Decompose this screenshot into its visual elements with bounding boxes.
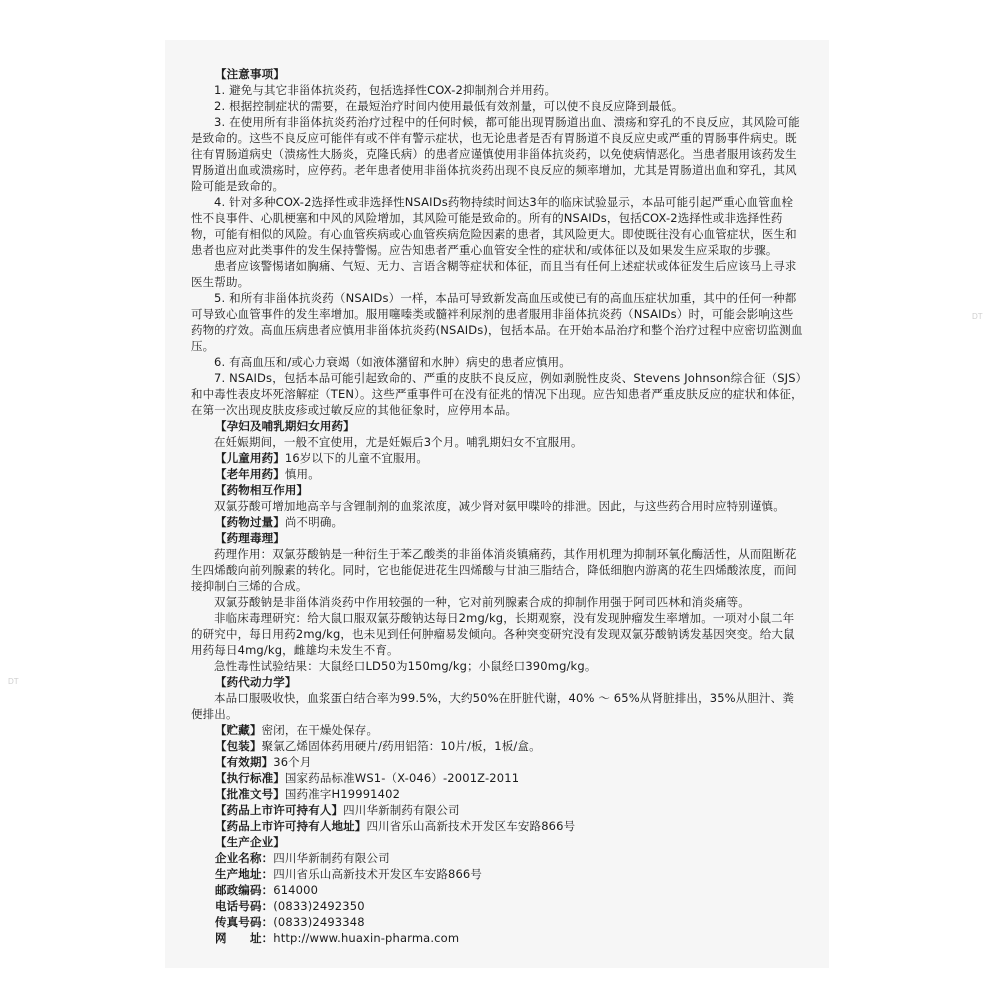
overdose-text: 尚不明确。 — [284, 515, 344, 529]
pharmacokinetics-text: 本品口服吸收快，血浆蛋白结合率为99.5%，大约50%在肝脏代谢，40% ～ 65%从肾脏排出，35%从胆汁、粪便排出。 — [191, 691, 794, 721]
toxicology-paragraph: 药理作用：双氯芬酸钠是一种衍生于苯乙酸类的非甾体消炎镇痛药，其作用机理为抑制环氧化酶活性，从而阻断花生四烯酸向前列腺素的转化。同时，它也能促进花生四烯酸与甘油三脂结合，降低细胞内游离的花生四烯酸浓度，而间接抑制白三烯的合成。 — [191, 547, 797, 593]
holder-address-text: 四川省乐山高新技术开发区车安路866号 — [366, 819, 576, 833]
note-paragraph: 6. 有高血压和/或心力衰竭（如液体潴留和水肿）病史的患者应慎用。 — [214, 355, 571, 369]
elderly-text: 慎用。 — [284, 467, 320, 481]
children-heading: 【儿童用药】 — [215, 451, 285, 465]
manufacturer-heading: 【生产企业】 — [215, 835, 285, 849]
manufacturer-row-value: 四川省乐山高新技术开发区车安路866号 — [273, 867, 483, 881]
standard-section — [191, 770, 803, 786]
manufacturer-row — [191, 930, 803, 946]
pregnancy-heading: 【孕妇及哺乳期妇女用药】 — [215, 419, 355, 433]
package-heading: 【包装】 — [215, 739, 262, 753]
validity-text: 36个月 — [273, 755, 312, 769]
manufacturer-row — [191, 898, 803, 914]
storage-text: 密闭，在干燥处保存。 — [261, 723, 379, 737]
package-text: 聚氯乙烯固体药用硬片/药用铝箔：10片/板，1板/盒。 — [261, 739, 541, 753]
manufacturer-row-label: 传真号码： — [215, 915, 274, 929]
holder-text: 四川华新制药有限公司 — [343, 803, 460, 817]
standard-heading: 【执行标准】 — [215, 771, 285, 785]
manufacturer-row — [191, 914, 803, 930]
approval-section — [191, 786, 803, 802]
note-paragraph: 7. NSAIDs，包括本品可能引起致命的、严重的皮肤不良反应，例如剥脱性皮炎、Stevens Johnson综合征（SJS）和中毒性表皮坏死溶解症（TEN）。这些严重事件可在没有征兆的情况下出现。应告知患者严重皮肤反应的症状和体征，在第一次出现皮肤皮疹或过敏反应的其他征象时，应停用本品。 — [191, 371, 803, 417]
note-paragraph: 5. 和所有非甾体抗炎药（NSAIDs）一样，本品可导致新发高血压或使已有的高血压症状加重，其中的任何一种都可导致心血管事件的发生率增加。服用噻嗪类或髓袢利尿剂的患者服用非甾体抗炎药（NSAIDs）时，可能会影响这些药物的疗效。高血压病患者应慎用非甾体抗炎药(NSAIDs)，包括本品。在开始本品治疗和整个治疗过程中应密切监测血压。 — [191, 291, 803, 353]
manufacturer-row-label: 电话号码： — [215, 899, 274, 913]
manufacturer-row-value: (0833)2492350 — [273, 899, 365, 913]
note-paragraph: 3. 在使用所有非甾体抗炎药治疗过程中的任何时候，都可能出现胃肠道出血、溃疡和穿孔的不良反应，其风险可能是致命的。这些不良反应可能伴有或不伴有警示症状，也无论患者是否有胃肠道不良反应史或严重的胃肠事件病史。既往有胃肠道病史（溃疡性大肠炎，克隆氏病）的患者应谨慎使用非甾体抗炎药，以免使病情恶化。当患者服用该药发生胃肠道出血或溃疡时，应停药。老年患者使用非甾体抗炎药出现不良反应的频率增加，尤其是胃肠道出血和穿孔，其风险可能是致命的。 — [191, 115, 800, 193]
leaflet-page — [165, 40, 829, 968]
elderly-section — [191, 466, 803, 482]
pregnancy-text: 在妊娠期间，一般不宜使用，尤是妊娠后3个月。哺乳期妇女不宜服用。 — [214, 435, 583, 449]
interactions-text: 双氯芬酸可增加地高辛与含锂制剂的血浆浓度，减少肾对氨甲喋呤的排泄。因此，与这些药合用时应特别谨慎。 — [214, 499, 785, 513]
holder-section — [191, 802, 803, 818]
elderly-heading: 【老年用药】 — [215, 467, 285, 481]
approval-heading: 【批准文号】 — [215, 787, 285, 801]
note-paragraph: 4. 针对多种COX-2选择性或非选择性NSAIDs药物持续时间达3年的临床试验显示，本品可能引起严重心血管血栓性不良事件、心肌梗塞和中风的风险增加，其风险可能是致命的。所有的NSAIDs，包括COX-2选择性或非选择性药物，可能有相似的风险。有心血管疾病或心血管疾病危险因素的患者，其风险更大。即使既往没有心血管症状，医生和患者也应对此类事件的发生保持警惕。应告知患者严重心血管安全性的症状和/或体征以及如果发生应采取的步骤。 — [191, 195, 797, 257]
manufacturer-row — [191, 882, 803, 898]
children-text: 16岁以下的儿童不宜服用。 — [284, 451, 428, 465]
manufacturer-row — [191, 850, 803, 866]
website-link: http://www.huaxin-pharma.com — [273, 931, 460, 945]
manufacturer-row-label: 企业名称： — [215, 851, 274, 865]
manufacturer-row-label: 网 址： — [215, 931, 274, 945]
manufacturer-row-label: 邮政编码： — [215, 883, 274, 897]
notes-heading: 【注意事项】 — [215, 67, 285, 81]
package-section — [191, 738, 803, 754]
manufacturer-row-label: 生产地址： — [215, 867, 274, 881]
watermark-left: DT — [8, 677, 19, 686]
manufacturer-row-value: 614000 — [273, 883, 319, 897]
watermark-right: DT — [972, 312, 983, 321]
storage-heading: 【贮藏】 — [215, 723, 262, 737]
standard-text: 国家药品标准WS1-（X-046）-2001Z-2011 — [284, 771, 520, 785]
toxicology-heading: 【药理毒理】 — [215, 531, 285, 545]
holder-address-section — [191, 818, 803, 834]
overdose-section — [191, 514, 803, 530]
note-paragraph: 患者应该警惕诸如胸痛、气短、无力、言语含糊等症状和体征，而且当有任何上述症状或体征发生后应该马上寻求医生帮助。 — [191, 259, 797, 289]
pharmacokinetics-heading: 【药代动力学】 — [215, 675, 297, 689]
validity-section — [191, 754, 803, 770]
interactions-heading: 【药物相互作用】 — [215, 483, 309, 497]
manufacturer-row-value: (0833)2493348 — [273, 915, 365, 929]
toxicology-paragraph: 急性毒性试验结果：大鼠经口LD50为150mg/kg；小鼠经口390mg/kg。 — [214, 659, 597, 673]
note-paragraph: 1. 避免与其它非甾体抗炎药，包括选择性COX-2抑制剂合并用药。 — [214, 83, 557, 97]
storage-section — [191, 722, 803, 738]
holder-heading: 【药品上市许可持有人】 — [215, 803, 344, 817]
toxicology-paragraph: 双氯芬酸钠是非甾体消炎药中作用较强的一种，它对前列腺素合成的抑制作用强于阿司匹林和消炎痛等。 — [214, 595, 750, 609]
approval-text: 国药准字H19991402 — [284, 787, 401, 801]
leaflet-text — [191, 66, 803, 946]
holder-address-heading: 【药品上市许可持有人地址】 — [215, 819, 367, 833]
overdose-heading: 【药物过量】 — [215, 515, 285, 529]
children-section — [191, 450, 803, 466]
manufacturer-row-value: 四川华新制药有限公司 — [273, 851, 390, 865]
note-paragraph: 2. 根据控制症状的需要，在最短治疗时间内使用最低有效剂量，可以使不良反应降到最低。 — [214, 99, 684, 113]
toxicology-paragraph: 非临床毒理研究：给大鼠口服双氯芬酸钠达每日2mg/kg，长期观察，没有发现肿瘤发生率增加。一项对小鼠二年的研究中，每日用药2mg/kg，也未见到任何肿瘤易发倾向。各种突变研究没有发现双氯芬酸钠诱发基因突变。给大鼠用药每日4mg/kg，雌雄均未发生不育。 — [191, 611, 795, 657]
manufacturer-row — [191, 866, 803, 882]
validity-heading: 【有效期】 — [215, 755, 274, 769]
